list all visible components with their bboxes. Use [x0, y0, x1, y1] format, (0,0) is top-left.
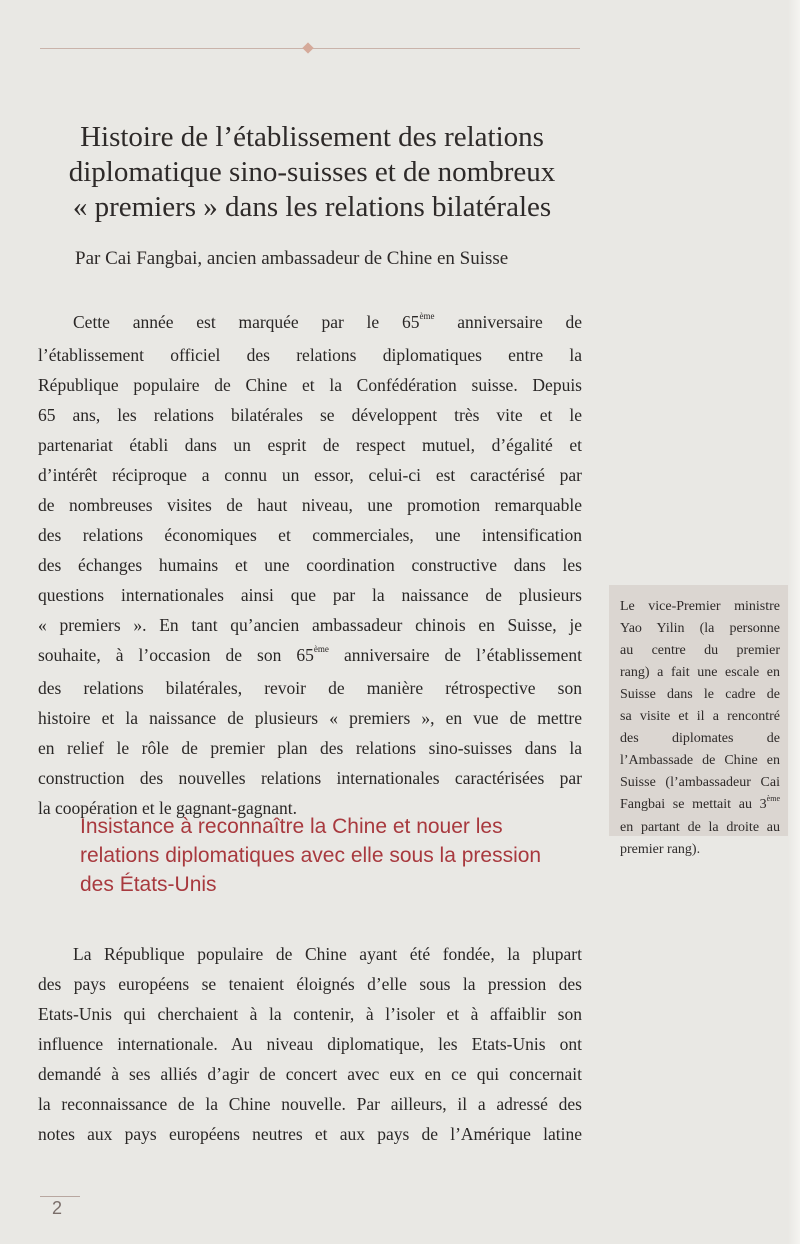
- text-line: de nombreuses visites de haut niveau, une promotion remarquable: [38, 495, 582, 515]
- text-line: partenariat établi dans un esprit de respect mutuel, d’égalité et: [38, 435, 582, 455]
- text-line: [38, 640, 582, 673]
- superscript: ème: [313, 644, 329, 654]
- text-run: anniversaire de: [434, 312, 582, 332]
- caption-line: Suisse dans le cadre de: [620, 687, 780, 702]
- byline: Par Cai Fangbai, ancien ambassadeur de Chine en Suisse: [75, 248, 509, 269]
- text-run: Fangbai se mettait au 3: [620, 797, 767, 812]
- text-line: l’établissement officiel des relations diplomatiques entre la: [38, 345, 582, 365]
- caption-line: [620, 794, 780, 817]
- text-line: questions internationales ainsi que par la naissance de plusieurs: [38, 585, 582, 605]
- heading-line: des États-Unis: [80, 873, 217, 896]
- text-line: influence internationale. Au niveau diplomatique, les Etats-Unis ont: [38, 1034, 582, 1054]
- footer-rule: [40, 1196, 80, 1197]
- section-heading: [80, 812, 600, 899]
- text-line: [38, 939, 582, 969]
- text-line: « premiers ». En tant qu’ancien ambassadeur chinois en Suisse, je: [38, 615, 582, 635]
- text-line: des relations bilatérales, revoir de manière rétrospective son: [38, 678, 582, 698]
- caption-line: l’Ambassade de Chine en: [620, 753, 780, 768]
- title-line: Histoire de l’établissement des relations: [80, 121, 544, 153]
- text-line: histoire et la naissance de plusieurs « premiers », en vue de mettre: [38, 708, 582, 728]
- text-line: des échanges humains et une coordination constructive dans les: [38, 555, 582, 575]
- text-run: Cette année est marquée par le 65: [73, 312, 420, 332]
- article-title: [40, 120, 584, 225]
- title-line: diplomatique sino-suisses et de nombreux: [68, 156, 556, 188]
- text-line: construction des nouvelles relations internationales caractérisées par: [38, 768, 582, 788]
- text-line: la reconnaissance de la Chine nouvelle. Par ailleurs, il a adressé des: [38, 1094, 582, 1114]
- caption-line: au centre du premier: [620, 643, 780, 658]
- text-line: la coopération et le gagnant-gagnant.: [38, 798, 297, 818]
- caption-line: rang) a fait une escale en: [620, 665, 780, 680]
- caption-line: Le vice-Premier ministre: [620, 599, 780, 614]
- caption-line: des diplomates de: [620, 731, 780, 746]
- text-run: anniversaire de l’établissement: [328, 645, 583, 665]
- text-line: d’intérêt réciproque a connu un essor, celui-ci est caractérisé par: [38, 465, 582, 485]
- caption-line: Yao Yilin (la personne: [620, 621, 780, 636]
- superscript: ème: [419, 311, 435, 321]
- photo-caption: [620, 596, 780, 861]
- superscript: ème: [766, 794, 780, 803]
- heading-line: relations diplomatiques avec elle sous la pression: [80, 844, 542, 867]
- text-line: Etats-Unis qui cherchaient à la contenir, à l’isoler et à affaiblir son: [38, 1004, 582, 1024]
- text-line: 65 ans, les relations bilatérales se développent très vite et le: [38, 405, 582, 425]
- text-run: souhaite, à l’occasion de son 65: [38, 645, 314, 665]
- page-edge-shadow: [788, 0, 800, 1244]
- page-number: 2: [52, 1198, 63, 1218]
- text-line: en relief le rôle de premier plan des relations sino-suisses dans la: [38, 738, 582, 758]
- title-line: « premiers » dans les relations bilatérales: [72, 191, 552, 223]
- text-line: République populaire de Chine et la Confédération suisse. Depuis: [38, 375, 582, 395]
- text-line: des pays européens se tenaient éloignés d’elle sous la pression des: [38, 974, 582, 994]
- caption-line: en partant de la droite au: [620, 820, 780, 835]
- caption-line: sa visite et il a rencontré: [620, 709, 780, 724]
- caption-line: premier rang).: [620, 842, 701, 857]
- text-line: notes aux pays européens neutres et aux pays de l’Amérique latine: [38, 1124, 582, 1144]
- section-paragraph: [38, 939, 582, 1149]
- text-line: demandé à ses alliés d’agir de concert avec eux en ce qui concernait: [38, 1064, 582, 1084]
- intro-paragraph: [38, 307, 582, 823]
- text-line: [38, 307, 582, 340]
- top-rule-ornament: [302, 42, 313, 53]
- text-run: La République populaire de Chine ayant été fondée, la plupart: [73, 944, 582, 964]
- text-line: des relations économiques et commerciales, une intensification: [38, 525, 582, 545]
- heading-line: Insistance à reconnaître la Chine et nouer les: [80, 815, 503, 838]
- caption-line: Suisse (l’ambassadeur Cai: [620, 775, 780, 790]
